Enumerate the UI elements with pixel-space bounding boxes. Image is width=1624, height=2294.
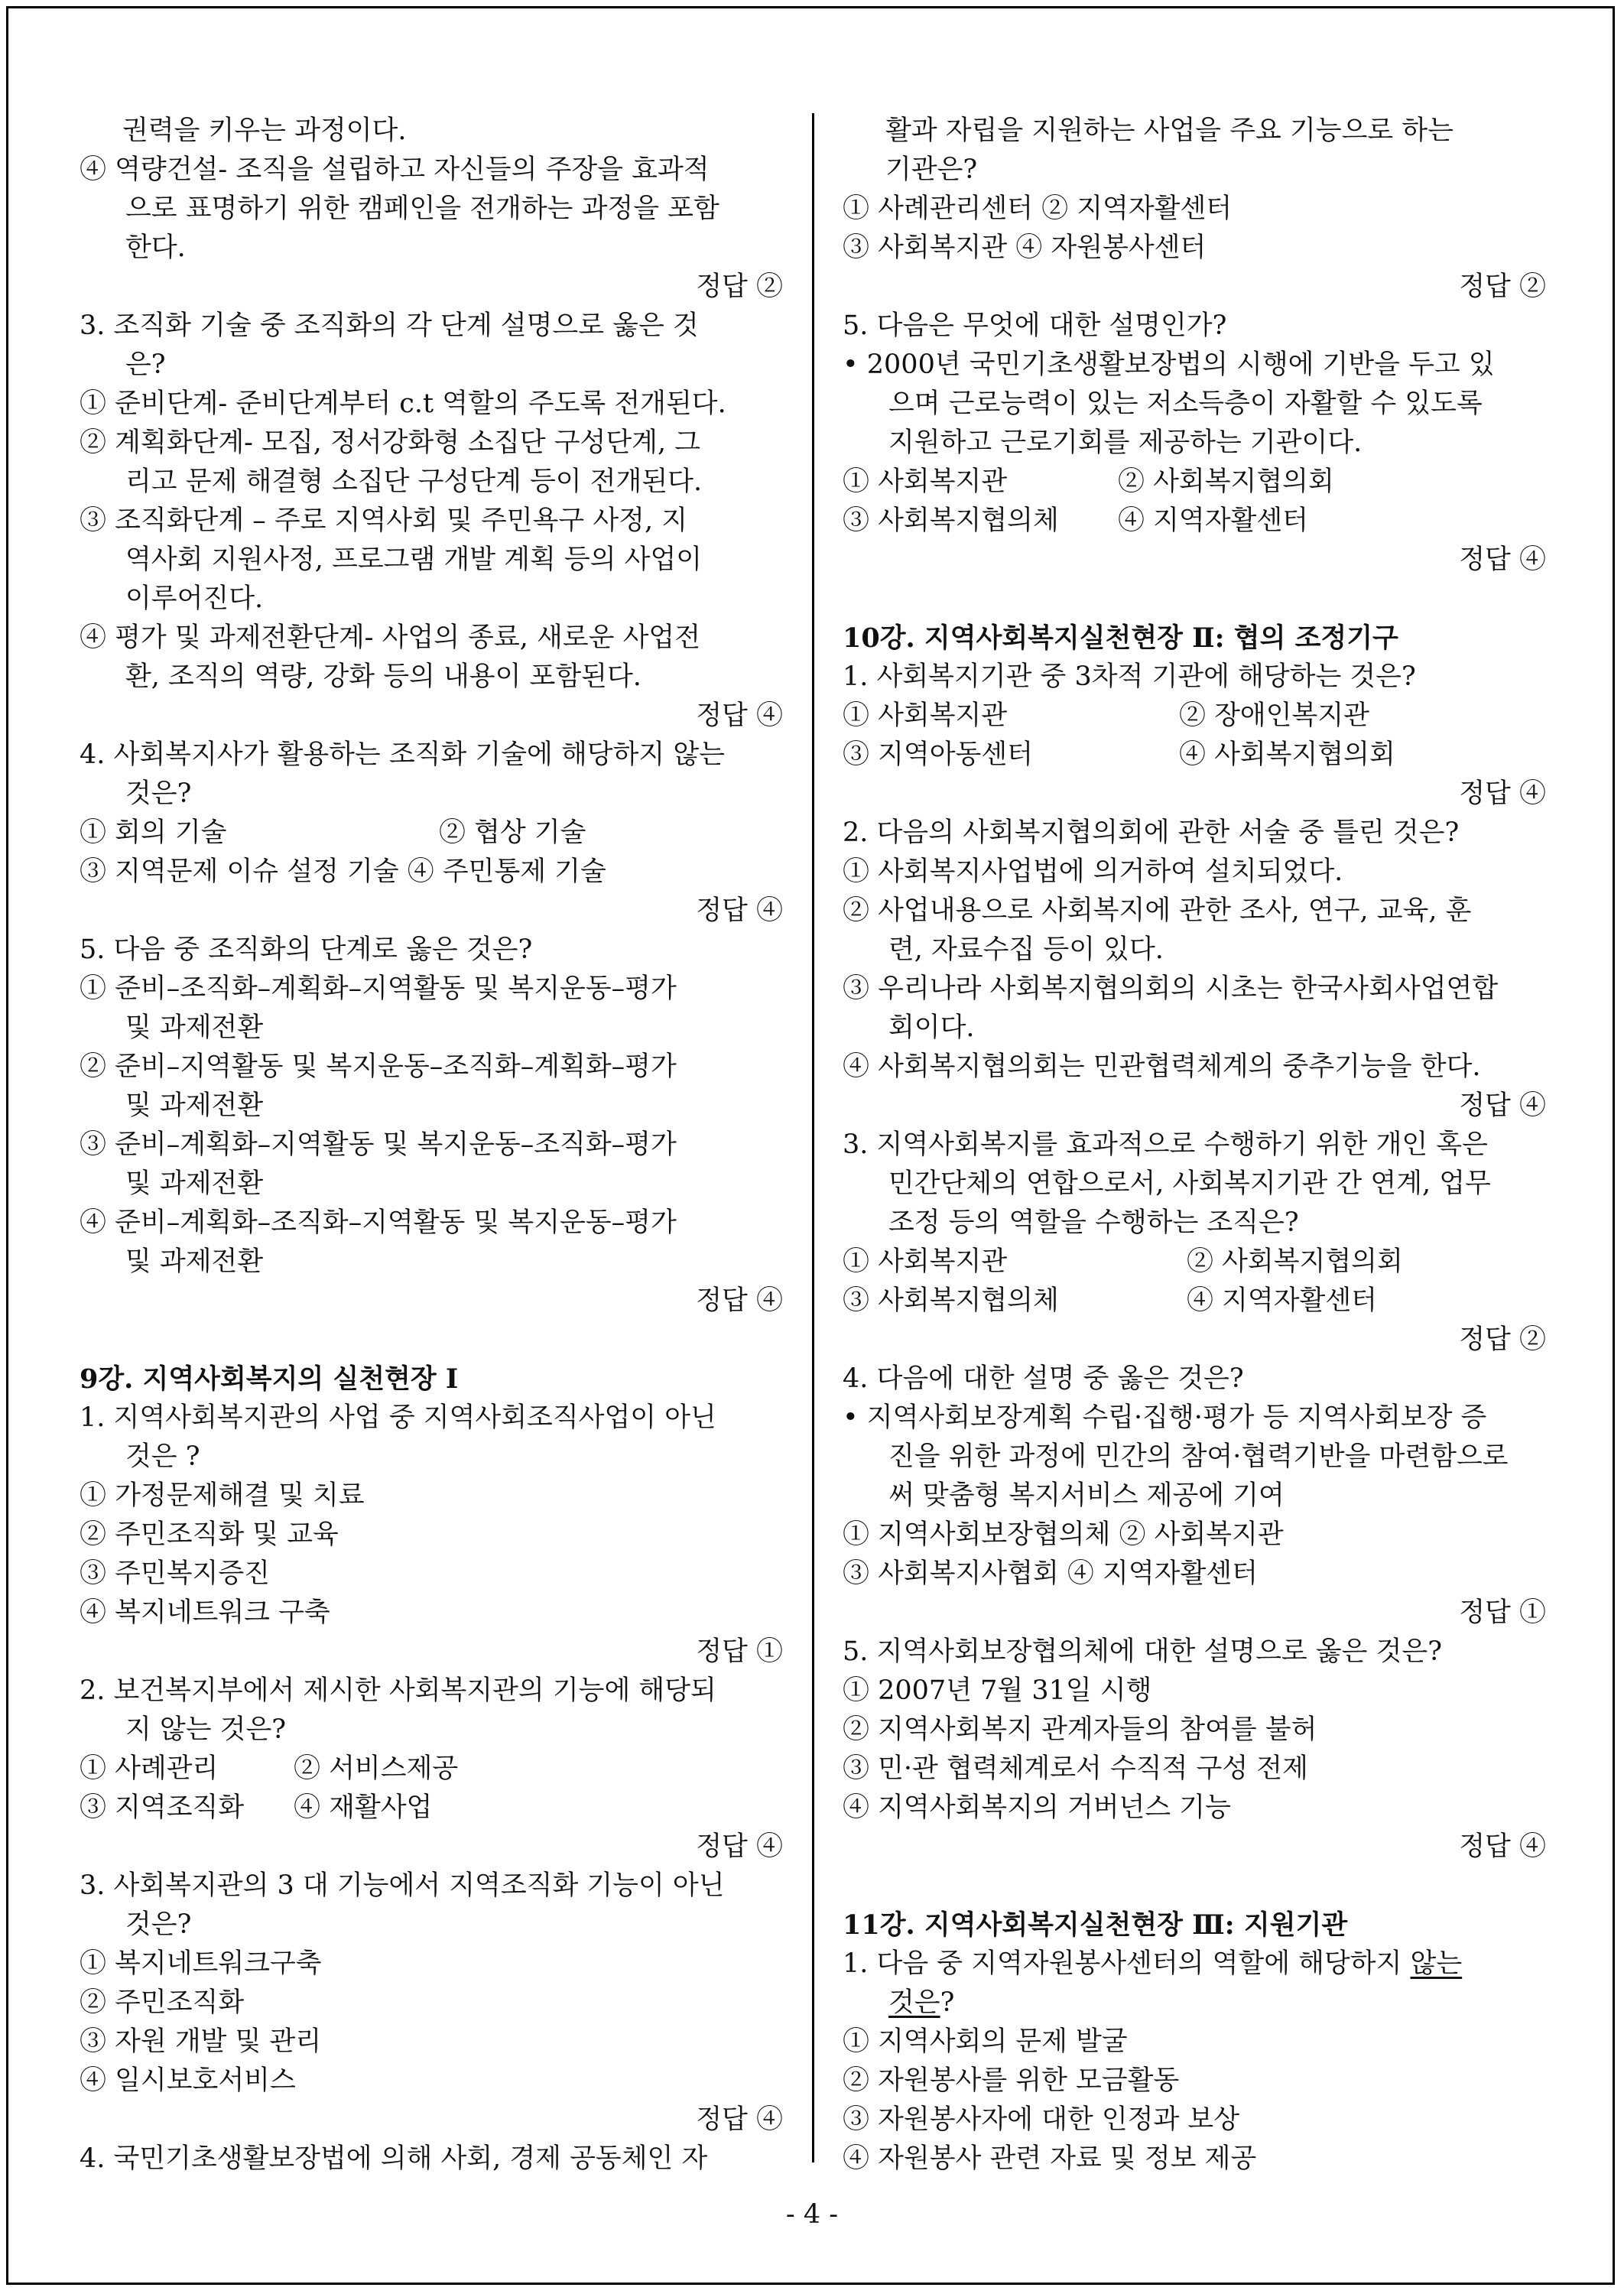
text-line [843,1984,1546,2023]
option-line: ① 복지네트워크구축 [80,1948,322,1979]
answer-label: 정답 ② [696,271,783,302]
option-line: ① 준비–조직화–계획화–지역활동 및 복지운동–평가 [80,973,677,1004]
option-1: ① 회의 기술 [80,817,227,848]
option-line: ① 사례관리센터 ② 지역자활센터 [843,193,1233,224]
option-2: ② 사회복지협의회 [1118,466,1334,497]
answer-label: 정답 ② [1459,271,1546,302]
text-line: 조정 등의 역할을 수행하는 조직은? [888,1207,1299,1238]
option-line [843,502,1546,541]
option-3: ③ 지역아동센터 [843,739,1033,770]
option-2: ② 사회복지협의회 [1187,1246,1403,1277]
text-line: 련, 자료수집 등이 있다. [888,934,1164,965]
question-line: 2. 보건복지부에서 제시한 사회복지관의 기능에 해당되 [80,1675,716,1706]
text-line: 지원하고 근로기회를 제공하는 기관이다. [888,427,1363,458]
option-3: ③ 사회복지협의체 [843,505,1059,536]
question-line: 2. 다음의 사회복지협의회에 관한 서술 중 틀린 것은? [843,817,1460,848]
text-line: 및 과제전환 [125,1246,264,1277]
option-4: ④ 재활사업 [294,1792,433,1823]
option-line: ③ 우리나라 사회복지협의회의 시초는 한국사회사업연합 [843,973,1499,1004]
option-line: ④ 복지네트워크 구축 [80,1597,330,1628]
answer-label: 정답 ④ [1459,1831,1546,1862]
text-line: 것은? [125,778,192,809]
option-2: ② 장애인복지관 [1179,700,1369,731]
answer-label: 정답 ④ [696,895,783,926]
column-divider [812,113,814,2162]
text-line: 것은 ? [125,1441,200,1472]
answer-label: 정답 ④ [1459,778,1546,809]
text-line: 은? [125,349,166,380]
option-4: ④ 지역자활센터 [1187,1285,1377,1316]
option-line: ① 2007년 7월 31일 시행 [843,1675,1152,1706]
question-line: 1. 사회복지기관 중 3차적 기관에 해당하는 것은? [843,661,1416,692]
question-line: 3. 지역사회복지를 효과적으로 수행하기 위한 개인 혹은 [843,1129,1488,1160]
text-line: 및 과제전환 [125,1090,264,1121]
text-line: 리고 문제 해결형 소집단 구성단계 등이 전개된다. [125,466,703,497]
answer-label: 정답 ② [1459,1324,1546,1355]
option-line: ③ 지역문제 이슈 설정 기술 ④ 주민통제 기술 [80,856,606,887]
option-4: ④ 사회복지협의회 [1179,739,1395,770]
question-line: 4. 사회복지사가 활용하는 조직화 기술에 해당하지 않는 [80,739,725,770]
option-line: ① 사회복지사업법에 의거하여 설치되었다. [843,856,1343,887]
option-line: ④ 사회복지협의회는 민관협력체계의 중추기능을 한다. [843,1051,1481,1082]
option-3: ③ 사회복지협의체 [843,1285,1059,1316]
option-line [80,1789,783,1828]
option-line: ④ 준비–계획화–조직화–지역활동 및 복지운동–평가 [80,1207,677,1238]
bullet-line: • 지역사회보장계획 수립·집행·평가 등 지역사회보장 증 [843,1402,1487,1433]
option-line: ③ 준비–계획화–지역활동 및 복지운동–조직화–평가 [80,1129,677,1160]
answer-label: 정답 ④ [696,700,783,731]
question-line: 5. 다음 중 조직화의 단계로 옳은 것은? [80,934,533,965]
option-line: ③ 사회복지사협회 ④ 지역자활센터 [843,1558,1258,1589]
text-line: 이루어진다. [125,583,264,614]
option-line: ④ 평가 및 과제전환단계- 사업의 종료, 새로운 사업전 [80,622,701,653]
answer-label: 정답 ① [696,1636,783,1667]
text-line: 및 과제전환 [125,1168,264,1199]
text-line: 권력을 키우는 과정이다. [122,115,407,146]
left-column [80,112,783,2179]
option-line [80,1750,783,1789]
question-line: 5. 다음은 무엇에 대한 설명인가? [843,310,1227,341]
option-line: ① 지역사회보장협의체 ② 사회복지관 [843,1519,1284,1550]
page-number: - 4 - [785,2199,839,2230]
text-line: 기관은? [885,154,978,185]
option-2: ② 서비스제공 [294,1753,459,1784]
option-line: ③ 주민복지증진 [80,1558,270,1589]
option-line: ④ 자원봉사 관련 자료 및 정보 제공 [843,2143,1257,2174]
option-line [843,463,1546,502]
question-mark: ? [940,1987,955,2018]
text-line: 으로 표명하기 위한 캠페인을 전개하는 과정을 포함 [125,193,719,224]
text-line: 회이다. [888,1012,975,1043]
text-line: 및 과제전환 [125,1012,264,1043]
option-line [843,1243,1546,1282]
question-line: 4. 다음에 대한 설명 중 옳은 것은? [843,1363,1244,1394]
option-line: ② 자원봉사를 위한 모금활동 [843,2065,1180,2096]
option-line: ② 준비–지역활동 및 복지운동–조직화–계획화–평가 [80,1051,677,1082]
text-line: 것은? [125,1909,192,1940]
text-line: 진을 위한 과정에 민간의 참여·협력기반을 마련함으로 [888,1441,1509,1472]
option-1: ① 사례관리 [80,1753,219,1784]
option-line: ② 주민조직화 및 교육 [80,1519,339,1550]
section-heading: 9강. 지역사회복지의 실천현장 I [80,1363,459,1395]
option-line: ① 지역사회의 문제 발굴 [843,2026,1128,2057]
text-line: 으며 근로능력이 있는 저소득층이 자활할 수 있도록 [888,388,1483,419]
underlined-text: 않는 [1410,1948,1463,1979]
answer-label: 정답 ④ [1459,544,1546,575]
option-line: ③ 사회복지관 ④ 자원봉사센터 [843,232,1207,263]
underlined-text: 것은 [888,1987,940,2018]
option-line: ④ 역량건설- 조직을 설립하고 자신들의 주장을 효과적 [80,154,710,185]
text-line: 역사회 지원사정, 프로그램 개발 계획 등의 사업이 [125,544,703,575]
option-line: ③ 자원봉사자에 대한 인정과 보상 [843,2104,1240,2135]
option-1: ① 사회복지관 [843,466,1008,497]
bullet-line: • 2000년 국민기초생활보장법의 시행에 기반을 두고 있 [843,349,1495,380]
option-1: ① 사회복지관 [843,1246,1008,1277]
text-line: 민간단체의 연합으로서, 사회복지기관 간 연계, 업무 [888,1168,1491,1199]
option-line: ① 준비단계- 준비단계부터 c.t 역할의 주도록 전개된다. [80,388,726,419]
option-line: ③ 민·관 협력체계로서 수직적 구성 전제 [843,1753,1308,1784]
option-line: ② 지역사회복지 관계자들의 참여를 불허 [843,1714,1317,1745]
answer-label: 정답 ④ [696,1831,783,1862]
question-text: 1. 다음 중 지역자원봉사센터의 역할에 해당하지 [843,1948,1411,1979]
option-line: ② 계획화단계- 모집, 정서강화형 소집단 구성단계, 그 [80,427,701,458]
option-line: ② 사업내용으로 사회복지에 관한 조사, 연구, 교육, 훈 [843,895,1472,926]
answer-label: 정답 ④ [1459,1090,1546,1121]
option-4: ④ 지역자활센터 [1118,505,1308,536]
answer-label: 정답 ① [1459,1597,1546,1628]
section-heading: 11강. 지역사회복지실천현장 Ⅲ: 지원기관 [843,1909,1348,1941]
option-3: ③ 지역조직화 [80,1792,245,1823]
option-2: ② 협상 기술 [439,817,586,848]
text-line: 환, 조직의 역량, 강화 등의 내용이 포함된다. [125,661,641,692]
option-line: ③ 조직화단계 – 주로 지역사회 및 주민욕구 사정, 지 [80,505,688,536]
option-line [843,1282,1546,1321]
answer-label: 정답 ④ [696,2104,783,2135]
answer-label: 정답 ④ [696,1285,783,1316]
option-line: ② 주민조직화 [80,1987,245,2018]
text-line: 지 않는 것은? [125,1714,287,1745]
question-line: 5. 지역사회보장협의체에 대한 설명으로 옳은 것은? [843,1636,1442,1667]
text-line: 한다. [125,232,186,263]
text-line: 써 맞춤형 복지서비스 제공에 기여 [888,1480,1285,1511]
question-line [843,1945,1546,1984]
question-line: 3. 조직화 기술 중 조직화의 각 단계 설명으로 옳은 것 [80,310,699,341]
option-line [843,736,1546,775]
option-line [80,814,783,853]
text-line: 활과 자립을 지원하는 사업을 주요 기능으로 하는 [885,115,1453,146]
section-heading: 10강. 지역사회복지실천현장 Ⅱ: 협의 조정기구 [843,622,1398,654]
question-line: 1. 지역사회복지관의 사업 중 지역사회조직사업이 아닌 [80,1402,716,1433]
option-line: ③ 자원 개발 및 관리 [80,2026,322,2057]
question-line: 4. 국민기초생활보장법에 의해 사회, 경제 공동체인 자 [80,2143,708,2174]
right-column [843,112,1546,2179]
option-line: ① 가정문제해결 및 치료 [80,1480,365,1511]
option-line: ④ 일시보호서비스 [80,2065,296,2096]
option-1: ① 사회복지관 [843,700,1008,731]
question-line: 3. 사회복지관의 3 대 기능에서 지역조직화 기능이 아닌 [80,1870,725,1901]
option-line: ④ 지역사회복지의 거버넌스 기능 [843,1792,1231,1823]
option-line [843,697,1546,736]
